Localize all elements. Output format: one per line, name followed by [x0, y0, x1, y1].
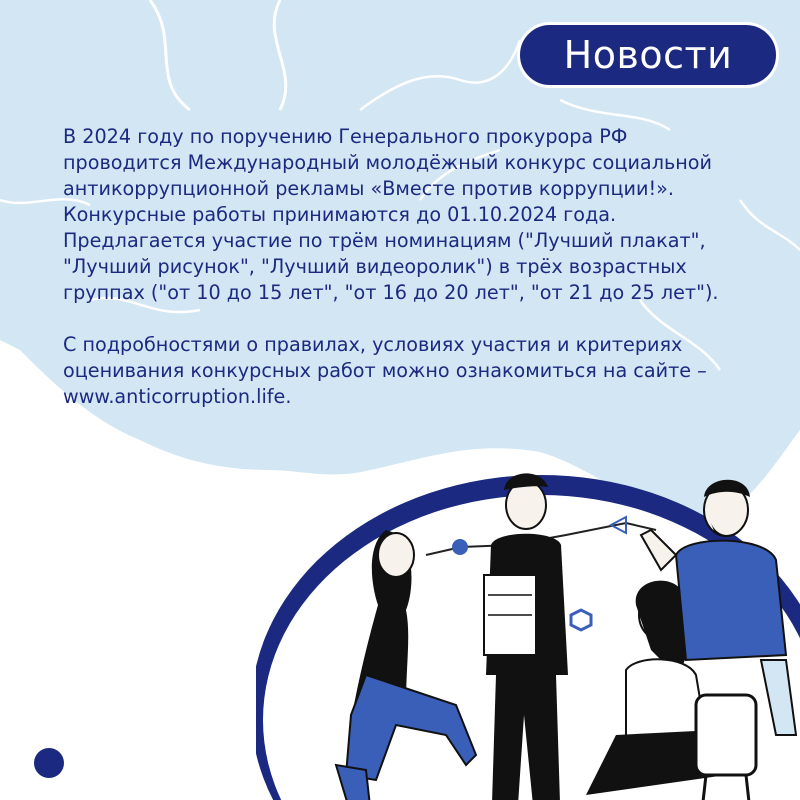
text-line: проводится Международный молодёжный конкурс социальной — [63, 151, 713, 174]
text-line: антикоррупционной рекламы «Вместе против коррупции!». — [63, 177, 674, 200]
people-group-illustration — [256, 435, 800, 800]
text-line: "Лучший рисунок", "Лучший видеоролик") в трёх возрастных — [63, 255, 687, 278]
news-badge: Новости — [517, 22, 779, 88]
text-line: Конкурсные работы принимаются до 01.10.2024 года. — [63, 203, 617, 226]
dot-icon — [34, 748, 64, 778]
text-line: С подробностями о правилах, условиях участия и критериях — [63, 333, 683, 356]
text-line: группах ("от 10 до 15 лет", "от 16 до 20 лет", "от 21 до 25 лет"). — [63, 281, 719, 304]
article-text — [63, 124, 783, 410]
text-line: Предлагается участие по трём номинациям ("Лучший плакат", — [63, 229, 706, 252]
text-line: оценивания конкурсных работ можно ознакомиться на сайте – — [63, 359, 707, 382]
text-line: В 2024 году по поручению Генерального прокурора РФ — [63, 125, 628, 148]
paragraph-gap — [63, 306, 783, 332]
website-link[interactable]: www.anticorruption.life. — [63, 385, 292, 408]
